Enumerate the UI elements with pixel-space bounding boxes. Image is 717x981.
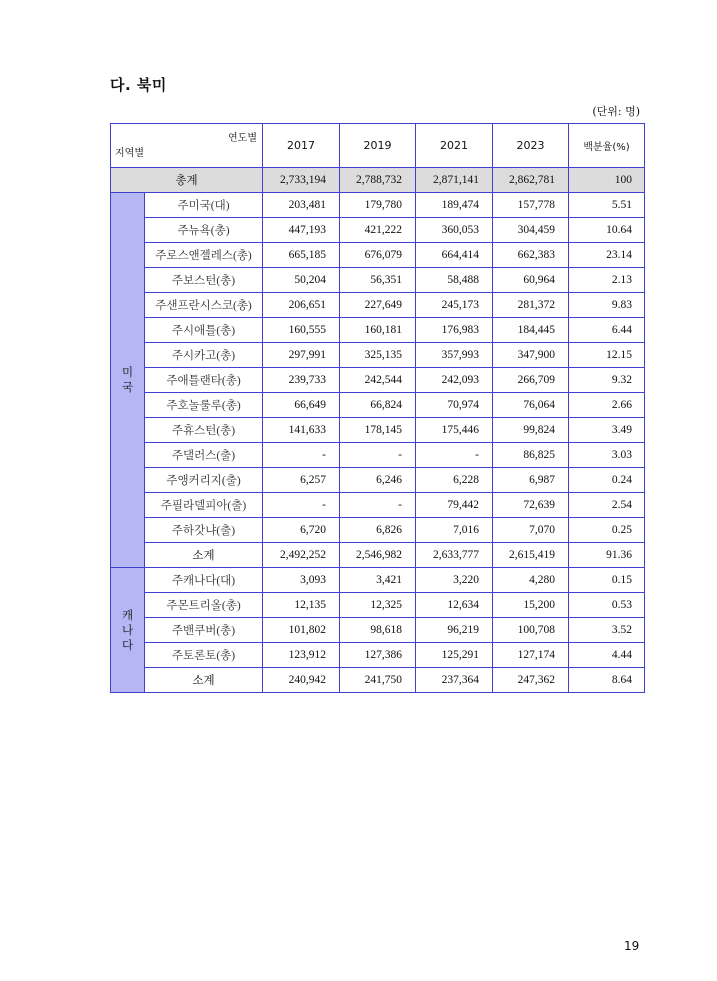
value-cell: 10.64 [569,218,645,243]
table-row [111,193,645,218]
value-cell: 70,974 [416,393,493,418]
office-name: 주몬트리올(총) [145,593,263,618]
value-cell: 281,372 [493,293,569,318]
region-label: 미 국 [111,193,145,568]
value-cell: 56,351 [340,268,416,293]
value-cell: 125,291 [416,643,493,668]
value-cell: 3.52 [569,618,645,643]
value-cell: 6,720 [263,518,340,543]
table-row [111,368,645,393]
total-value: 2,862,781 [493,168,569,193]
table-row [111,618,645,643]
value-cell: 3.49 [569,418,645,443]
office-name: 주필라델피아(출) [145,493,263,518]
subtotal-row [111,668,645,693]
value-cell: 101,802 [263,618,340,643]
value-cell: 242,093 [416,368,493,393]
value-cell: 447,193 [263,218,340,243]
total-value: 100 [569,168,645,193]
table-row [111,493,645,518]
year-header-2019: 2019 [340,124,416,168]
value-cell: 665,185 [263,243,340,268]
table-row [111,468,645,493]
subtotal-value: 240,942 [263,668,340,693]
value-cell: 662,383 [493,243,569,268]
subtotal-value: 237,364 [416,668,493,693]
value-cell: 99,824 [493,418,569,443]
value-cell: 325,135 [340,343,416,368]
table-row [111,518,645,543]
table-header-row [111,124,645,168]
value-cell: - [340,493,416,518]
value-cell: 7,070 [493,518,569,543]
table-row [111,443,645,468]
value-cell: 266,709 [493,368,569,393]
value-cell: 5.51 [569,193,645,218]
subtotal-value: 91.36 [569,543,645,568]
value-cell: 184,445 [493,318,569,343]
value-cell: - [263,443,340,468]
subtotal-value: 241,750 [340,668,416,693]
total-row [111,168,645,193]
value-cell: 0.24 [569,468,645,493]
region-axis-label: 지역별 [115,148,144,159]
value-cell: 0.15 [569,568,645,593]
value-cell: 0.25 [569,518,645,543]
table-row [111,243,645,268]
subtotal-row [111,543,645,568]
value-cell: 7,016 [416,518,493,543]
table-row [111,593,645,618]
office-name: 주호놀룰루(총) [145,393,263,418]
value-cell: 4,280 [493,568,569,593]
office-name: 주시애틀(총) [145,318,263,343]
value-cell: 60,964 [493,268,569,293]
table-row [111,343,645,368]
value-cell: 9.32 [569,368,645,393]
subtotal-value: 2,633,777 [416,543,493,568]
section-heading: 다. 북미 [110,76,167,94]
office-name: 주하갓냐(출) [145,518,263,543]
year-axis-label: 연도별 [228,133,257,144]
value-cell: - [416,443,493,468]
value-cell: 2.66 [569,393,645,418]
table-row [111,643,645,668]
office-name: 주앵커리지(출) [145,468,263,493]
value-cell: 176,983 [416,318,493,343]
value-cell: - [340,443,416,468]
year-header-2017: 2017 [263,124,340,168]
value-cell: 76,064 [493,393,569,418]
office-name: 주시카고(총) [145,343,263,368]
total-value: 2,788,732 [340,168,416,193]
value-cell: 50,204 [263,268,340,293]
office-name: 주뉴욕(총) [145,218,263,243]
value-cell: 421,222 [340,218,416,243]
table-row [111,293,645,318]
value-cell: 357,993 [416,343,493,368]
value-cell: 664,414 [416,243,493,268]
value-cell: 15,200 [493,593,569,618]
value-cell: 245,173 [416,293,493,318]
value-cell: 2.54 [569,493,645,518]
value-cell: 347,900 [493,343,569,368]
value-cell: 72,639 [493,493,569,518]
value-cell: 12,325 [340,593,416,618]
value-cell: 66,649 [263,393,340,418]
value-cell: 100,708 [493,618,569,643]
value-cell: 66,824 [340,393,416,418]
value-cell: - [263,493,340,518]
table-row [111,393,645,418]
value-cell: 676,079 [340,243,416,268]
value-cell: 6,987 [493,468,569,493]
value-cell: 6,246 [340,468,416,493]
value-cell: 12.15 [569,343,645,368]
value-cell: 157,778 [493,193,569,218]
table-row [111,568,645,593]
value-cell: 2.13 [569,268,645,293]
value-cell: 160,555 [263,318,340,343]
value-cell: 3,220 [416,568,493,593]
value-cell: 178,145 [340,418,416,443]
value-cell: 227,649 [340,293,416,318]
value-cell: 141,633 [263,418,340,443]
year-header-2023: 2023 [493,124,569,168]
office-name: 주샌프란시스코(총) [145,293,263,318]
value-cell: 160,181 [340,318,416,343]
value-cell: 86,825 [493,443,569,468]
value-cell: 242,544 [340,368,416,393]
subtotal-label: 소계 [145,543,263,568]
value-cell: 179,780 [340,193,416,218]
value-cell: 79,442 [416,493,493,518]
subtotal-label: 소계 [145,668,263,693]
value-cell: 6,257 [263,468,340,493]
table-row [111,218,645,243]
total-value: 2,733,194 [263,168,340,193]
value-cell: 189,474 [416,193,493,218]
value-cell: 3.03 [569,443,645,468]
value-cell: 9.83 [569,293,645,318]
total-value: 2,871,141 [416,168,493,193]
office-name: 주휴스턴(총) [145,418,263,443]
value-cell: 12,634 [416,593,493,618]
year-header-2021: 2021 [416,124,493,168]
value-cell: 127,174 [493,643,569,668]
value-cell: 4.44 [569,643,645,668]
value-cell: 6,826 [340,518,416,543]
value-cell: 175,446 [416,418,493,443]
value-cell: 6.44 [569,318,645,343]
unit-note: (단위: 명) [592,105,640,118]
page-number: 19 [624,939,640,953]
value-cell: 3,093 [263,568,340,593]
subtotal-value: 2,546,982 [340,543,416,568]
value-cell: 203,481 [263,193,340,218]
table-row [111,268,645,293]
office-name: 주밴쿠버(총) [145,618,263,643]
diagonal-header-cell [111,124,263,168]
total-label: 총계 [111,168,263,193]
value-cell: 96,219 [416,618,493,643]
value-cell: 6,228 [416,468,493,493]
office-name: 주댈러스(출) [145,443,263,468]
value-cell: 23.14 [569,243,645,268]
value-cell: 360,053 [416,218,493,243]
subtotal-value: 8.64 [569,668,645,693]
north-america-table [110,123,645,693]
value-cell: 58,488 [416,268,493,293]
office-name: 주애틀랜타(총) [145,368,263,393]
value-cell: 297,991 [263,343,340,368]
office-name: 주미국(대) [145,193,263,218]
office-name: 주보스턴(총) [145,268,263,293]
subtotal-value: 247,362 [493,668,569,693]
office-name: 주로스앤젤레스(총) [145,243,263,268]
region-label: 캐 나 다 [111,568,145,693]
subtotal-value: 2,492,252 [263,543,340,568]
value-cell: 0.53 [569,593,645,618]
value-cell: 12,135 [263,593,340,618]
percent-header: 백분율(%) [569,124,645,168]
value-cell: 123,912 [263,643,340,668]
value-cell: 206,651 [263,293,340,318]
value-cell: 3,421 [340,568,416,593]
subtotal-value: 2,615,419 [493,543,569,568]
value-cell: 127,386 [340,643,416,668]
office-name: 주토론토(총) [145,643,263,668]
table-row [111,318,645,343]
value-cell: 239,733 [263,368,340,393]
value-cell: 304,459 [493,218,569,243]
office-name: 주캐나다(대) [145,568,263,593]
table-row [111,418,645,443]
value-cell: 98,618 [340,618,416,643]
